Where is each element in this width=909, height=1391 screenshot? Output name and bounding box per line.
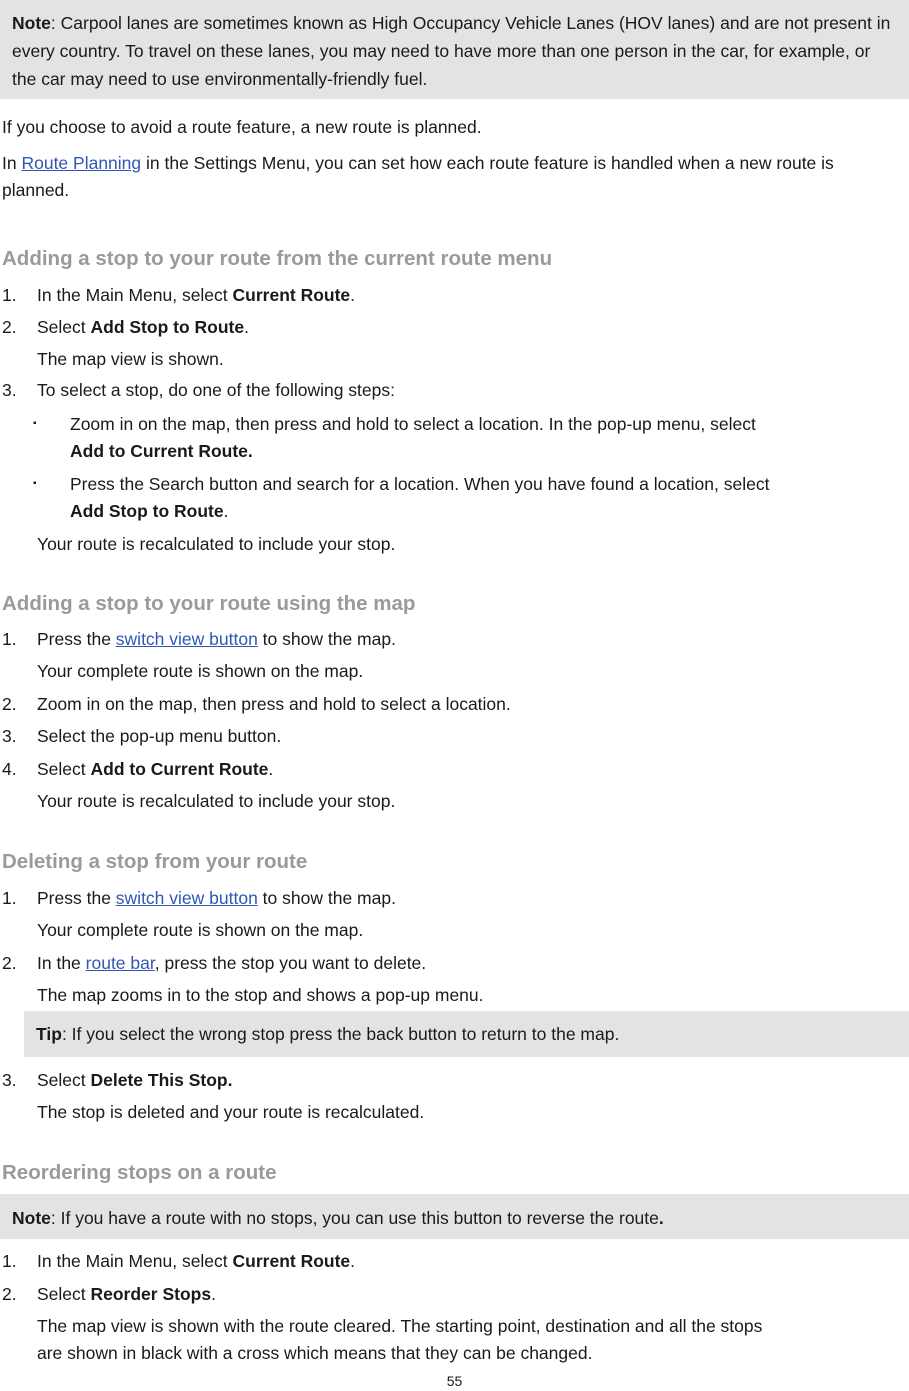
step-text: Zoom in on the map, then press and hold to select a location. [37,694,511,714]
step-number: 1. [2,888,17,908]
step-result: Your route is recalculated to include your stop. [37,534,396,554]
step-number: 2. [2,953,17,973]
bullet-text: Press the Search button and search for a location. When you have found a location, select [70,474,770,494]
bullet-text-post: . [223,501,229,521]
note-text: : Carpool lanes are sometimes known as High Occupancy Vehicle Lanes (HOV lanes) and are not present in every country. To travel on these lanes, you may need to have more than one person in the car, for example, or the car may need to use environmentally-friendly fuel. [12,13,891,89]
step-text-pre: In the [37,953,86,973]
step-text [37,281,905,309]
step-text-bold: Add to Current Route [90,759,269,779]
step-number: 1. [2,629,17,649]
note-box-carpool [0,0,909,99]
step-text [37,884,905,912]
step-text: Select the pop-up menu button. [37,726,282,746]
intro-text-pre: In [2,153,22,173]
route-bar-link[interactable]: route bar [85,953,155,973]
step-result: The stop is deleted and your route is recalculated. [37,1102,425,1122]
bullet-text-bold [70,497,905,525]
bold-option: Add to Current Route. [70,441,253,461]
step-number: 2. [2,317,17,337]
step-text-pre: Select [37,1070,91,1090]
step-text-pre: Select [37,1284,91,1304]
step-result: Your complete route is shown on the map. [37,661,364,681]
step-number: 2. [2,1284,17,1304]
section-heading-add-stop-menu: Adding a stop to your route from the current route menu [2,247,553,270]
step-text [37,1280,905,1308]
step-text-bold: Add Stop to Route [90,317,245,337]
bullet-text: Zoom in on the map, then press and hold to select a location. In the pop-up menu, select [70,414,756,434]
step-result: are shown in black with a cross which means that they can be changed. [37,1343,593,1363]
switch-view-link[interactable]: switch view button [115,888,258,908]
step-number: 2. [2,694,17,714]
step-number: 3. [2,726,17,746]
step-text-post: . [350,285,356,305]
step-text-post: . [244,317,249,337]
switch-view-link[interactable]: switch view button [115,629,258,649]
step-text-pre: In the Main Menu, select [37,285,233,305]
step-number: 4. [2,759,17,779]
step-text [37,755,905,783]
step-text-post: . [350,1251,356,1271]
step-result: The map zooms in to the stop and shows a pop-up menu. [37,985,484,1005]
step-number: 3. [2,380,17,400]
page-number: 55 [446,1373,463,1389]
note-end: . [658,1208,664,1228]
section-heading-reorder-stops: Reordering stops on a route [2,1161,277,1184]
step-text-pre: In the Main Menu, select [37,1251,233,1271]
note-label: Note [12,13,51,33]
step-text-pre: Select [37,759,91,779]
step-number: 1. [2,285,17,305]
step-text [37,1247,905,1275]
step-text-pre: Press the [37,888,116,908]
bullet-text-bold [70,437,905,465]
step-number: 1. [2,1251,17,1271]
step-text [37,1066,905,1094]
tip-label: Tip [36,1024,62,1044]
note-text: : If you have a route with no stops, you can use this button to reverse the route [50,1208,659,1228]
step-text-bold: Current Route [232,285,351,305]
step-text [37,949,905,977]
step-text-post: , press the stop you want to delete. [154,953,427,973]
step-text [37,313,905,341]
step-text-pre: Press the [37,629,116,649]
intro-paragraph-2 [2,150,882,204]
step-text-bold: Delete This Stop. [90,1070,233,1090]
step-number: 3. [2,1070,17,1090]
step-result: Your complete route is shown on the map. [37,920,364,940]
step-text [37,625,905,653]
step-text-post: to show the map. [257,629,396,649]
step-result: The map view is shown. [37,349,224,369]
tip-box [24,1011,909,1057]
section-heading-delete-stop: Deleting a stop from your route [2,850,308,873]
note-box-reverse [0,1194,909,1239]
bullet-icon: ▪ [33,418,37,429]
step-text-post: to show the map. [257,888,396,908]
bullet-icon: ▪ [33,478,37,489]
note-label: Note [12,1208,51,1228]
step-result: The map view is shown with the route cleared. The starting point, destination and all the stops [37,1316,763,1336]
intro-paragraph-1: If you choose to avoid a route feature, a new route is planned. [2,117,482,137]
step-text-pre: Select [37,317,91,337]
step-text-bold: Reorder Stops [90,1284,212,1304]
step-result: Your route is recalculated to include your stop. [37,791,396,811]
intro-text-post: in the Settings Menu, you can set how each route feature is handled when a new route is planned. [2,153,834,200]
bold-option: Add Stop to Route [70,501,224,521]
section-heading-add-stop-map: Adding a stop to your route using the map [2,592,416,615]
step-text: To select a stop, do one of the following steps: [37,380,395,400]
tip-text: : If you select the wrong stop press the back button to return to the map. [61,1024,620,1044]
step-text-post: . [268,759,274,779]
route-planning-link[interactable]: Route Planning [21,153,142,173]
step-text-post: . [211,1284,216,1304]
step-text-bold: Current Route [232,1251,351,1271]
